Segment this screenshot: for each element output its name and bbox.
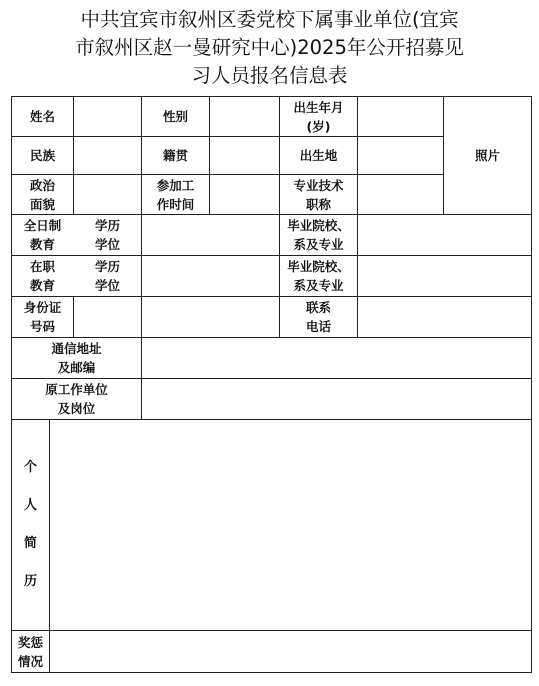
- label-name: 姓名: [29, 109, 55, 124]
- title-line: 习人员报名信息表: [191, 64, 348, 87]
- name-input[interactable]: [74, 97, 141, 136]
- fulltime-degree-input[interactable]: [142, 215, 279, 255]
- fulltime-school-major-input[interactable]: [358, 215, 531, 255]
- personal-resume-input[interactable]: [50, 420, 531, 630]
- label-fulltime-education: 全日制 教育: [23, 218, 62, 252]
- birthplace-input[interactable]: [358, 137, 443, 174]
- label-previous-employer: 原工作单位 及岗位: [45, 382, 108, 416]
- awards-penalties-input[interactable]: [50, 631, 531, 672]
- title-line: 中共宜宾市叙州区委党校下属事业单位(宜宾: [80, 8, 459, 31]
- birth-date-input[interactable]: [358, 97, 443, 136]
- address-postcode-input[interactable]: [142, 338, 531, 378]
- label-parttime-school-major: 毕业院校、 系及专业: [287, 259, 350, 293]
- label-birth-date: 出生年月 (岁): [293, 99, 344, 134]
- id-number-input[interactable]: [74, 297, 279, 337]
- label-fulltime-degree: 学历 学位: [94, 218, 120, 252]
- label-photo: 照片: [474, 148, 500, 163]
- native-place-input[interactable]: [210, 137, 279, 174]
- label-personal-resume: 个 人 简 历: [23, 460, 37, 589]
- professional-title-input[interactable]: [358, 175, 443, 214]
- ethnicity-input[interactable]: [74, 137, 141, 174]
- label-parttime-degree: 学历 学位: [94, 259, 120, 293]
- parttime-degree-input[interactable]: [142, 256, 279, 296]
- parttime-school-major-input[interactable]: [358, 256, 531, 296]
- work-start-time-input[interactable]: [210, 175, 279, 214]
- title-line: 市叙州区赵一曼研究中心)2025年公开招募见: [75, 36, 464, 59]
- label-address-postcode: 通信地址 及邮编: [51, 341, 102, 375]
- grid-line: [531, 96, 532, 673]
- label-id-number: 身份证 号码: [23, 300, 62, 334]
- gender-input[interactable]: [210, 97, 279, 136]
- phone-input[interactable]: [358, 297, 531, 337]
- political-status-input[interactable]: [74, 175, 141, 214]
- label-political-status: 政治 面貌: [29, 177, 55, 212]
- label-parttime-education: 在职 教育: [29, 259, 55, 293]
- label-work-start-time: 参加工 作时间: [156, 177, 195, 212]
- label-fulltime-school-major: 毕业院校、 系及专业: [287, 218, 350, 252]
- label-awards-penalties: 奖惩 情况: [17, 634, 43, 669]
- grid-line: [11, 672, 532, 673]
- label-ethnicity: 民族: [29, 148, 55, 163]
- label-phone: 联系 电话: [305, 300, 331, 334]
- previous-employer-input[interactable]: [142, 379, 531, 419]
- form-title: [0, 6, 539, 90]
- label-gender: 性别: [162, 109, 188, 124]
- label-professional-title: 专业技术 职称: [293, 177, 344, 212]
- label-native-place: 籍贯: [162, 148, 188, 163]
- label-birthplace: 出生地: [299, 148, 338, 163]
